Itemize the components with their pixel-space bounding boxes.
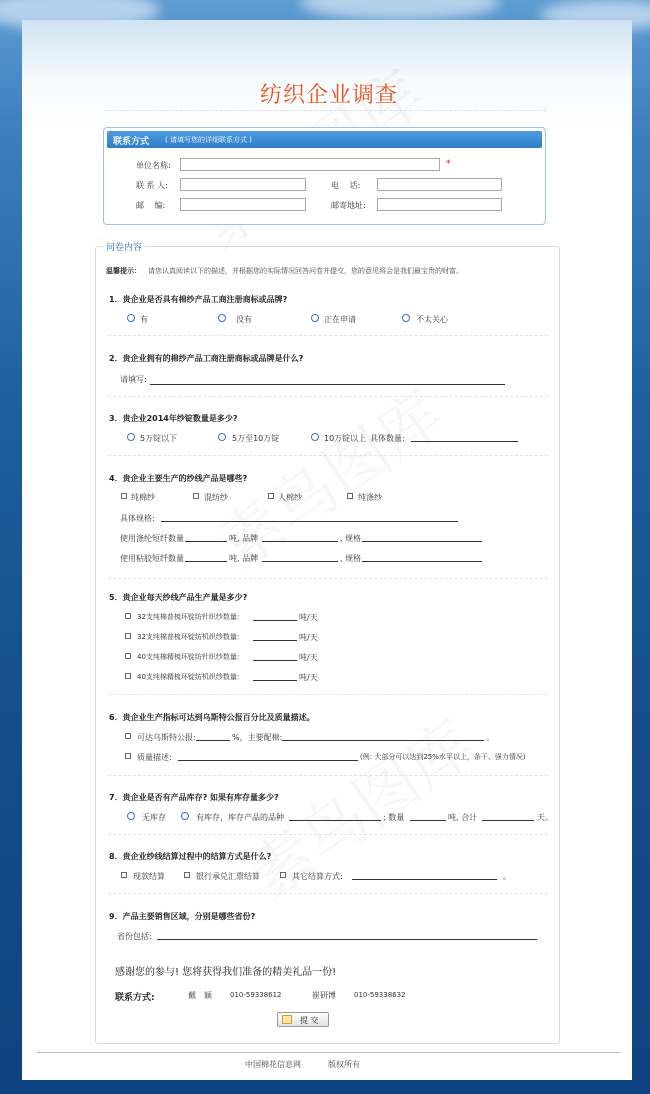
contact-header-title: 联系方式 bbox=[113, 137, 150, 147]
contact-info-label: 联系方式: bbox=[115, 993, 155, 1003]
q5-item-label: 40支纯棉精梳环锭纺针织纱数量: bbox=[137, 653, 240, 661]
contact-person-2: 崔研博 bbox=[312, 991, 336, 1000]
q5-item-label: 32支纯棉普梳环锭纺机织纱数量: bbox=[137, 633, 240, 641]
q8-period: 。 bbox=[503, 872, 511, 881]
q6-quality-input[interactable] bbox=[178, 760, 358, 761]
q1-radio-applying[interactable] bbox=[311, 314, 319, 322]
postcode-input[interactable] bbox=[180, 198, 306, 211]
q6-cotton-input[interactable] bbox=[282, 740, 484, 741]
company-name-input[interactable] bbox=[180, 158, 440, 171]
question-6-title: 6．贵企业生产指标可达到乌斯特公报百分比及质量描述。 bbox=[109, 713, 315, 722]
q7-radio-no-stock[interactable] bbox=[127, 812, 135, 820]
q3-option-label: 10万锭以上 bbox=[324, 434, 367, 443]
question-8-title: 8．贵企业纱线结算过程中的结算方式是什么? bbox=[109, 852, 272, 861]
q4-polyester-label: 使用涤纶短纤数量 bbox=[120, 534, 184, 543]
question-7-title: 7．贵企业是否有产品库存? 如果有库存量多少? bbox=[109, 793, 279, 802]
q5-checkbox[interactable] bbox=[125, 633, 131, 639]
q5-item-label: 32支纯棉普梳环锭纺针织纱数量: bbox=[137, 613, 240, 621]
q4-spec-label: 具体规格: bbox=[120, 514, 155, 523]
q6-period: 。 bbox=[486, 733, 494, 742]
q4-spec-input[interactable] bbox=[161, 521, 458, 522]
q3-radio-5w-10w[interactable] bbox=[218, 433, 226, 441]
q6-uster-input[interactable] bbox=[196, 740, 230, 741]
q3-count-input[interactable] bbox=[411, 441, 518, 442]
question-2-title: 2．贵企业拥有的棉纱产品工商注册商标或品牌是什么? bbox=[109, 354, 304, 363]
q3-count-label: 具体数量: bbox=[370, 434, 405, 443]
q6-pct-label: %，主要配棉: bbox=[232, 733, 283, 742]
company-label: 单位名称: bbox=[136, 161, 171, 170]
q1-radio-unconcerned[interactable] bbox=[402, 314, 410, 322]
q5-qty-input[interactable] bbox=[253, 660, 297, 661]
q5-qty-input[interactable] bbox=[253, 640, 297, 641]
contact-person-label: 联 系 人: bbox=[136, 181, 168, 190]
question-3-title: 3．贵企业2014年纱锭数量是多少? bbox=[109, 414, 238, 423]
q7-ton-total-label: 吨, 合计 bbox=[448, 813, 478, 822]
q5-unit: 吨/天 bbox=[299, 633, 318, 642]
q8-option-label: 银行承兑汇票结算 bbox=[196, 872, 260, 881]
q4-checkbox-rayon[interactable] bbox=[268, 493, 274, 499]
q3-radio-under-5w[interactable] bbox=[127, 433, 135, 441]
q7-qty-label: ; 数量 bbox=[383, 813, 405, 822]
q7-days-input[interactable] bbox=[482, 820, 534, 821]
notice-text: 请您认真阅读以下的描述，并根据您的实际情况回答问卷并提交，您的意见将会是我们最宝贵的财富。 bbox=[148, 267, 463, 275]
q5-checkbox[interactable] bbox=[125, 673, 131, 679]
contact-header-note: ( 请填写您的详细联系方式 ) bbox=[165, 136, 252, 144]
question-5-title: 5．贵企业每天纱线产品生产量是多少? bbox=[109, 593, 248, 602]
q4-checkbox-cotton[interactable] bbox=[121, 493, 127, 499]
q6-quality-note: (例: 大部分可以达到25%水平以上，条干、强力情况) bbox=[360, 753, 526, 761]
notice-label: 温馨提示： bbox=[106, 267, 141, 275]
phone-input[interactable] bbox=[377, 178, 502, 191]
q1-option-label: 没有 bbox=[236, 315, 252, 324]
submit-label: 提 交 bbox=[300, 1016, 319, 1025]
q8-checkbox-cash[interactable] bbox=[121, 872, 127, 878]
q1-radio-yes[interactable] bbox=[127, 314, 135, 322]
contact-header bbox=[107, 131, 542, 148]
address-input[interactable] bbox=[377, 198, 502, 211]
q8-checkbox-bank-draft[interactable] bbox=[184, 872, 190, 878]
q1-option-label: 不太关心 bbox=[416, 315, 448, 324]
footer-rights: 版权所有 bbox=[328, 1060, 360, 1069]
q1-radio-no[interactable] bbox=[218, 314, 226, 322]
q6-uster-label: 可达乌斯特公报: bbox=[137, 733, 196, 742]
q4-option-label: 纯棉纱 bbox=[131, 493, 155, 502]
q6-quality-label: 质量描述: bbox=[137, 753, 172, 762]
q9-label: 省份包括: bbox=[117, 932, 152, 941]
q3-radio-over-10w[interactable] bbox=[311, 433, 319, 441]
q1-option-label: 正在申请 bbox=[324, 315, 356, 324]
question-4-title: 4．贵企业主要生产的纱线产品是哪些? bbox=[109, 474, 248, 483]
q7-days-label: 天。 bbox=[537, 813, 553, 822]
required-mark: * bbox=[446, 159, 451, 169]
q4-polyester-spec-input[interactable] bbox=[362, 541, 482, 542]
postcode-label: 邮 编: bbox=[136, 201, 166, 210]
q4-spec-suffix: , 规格 bbox=[340, 534, 362, 543]
q5-unit: 吨/天 bbox=[299, 613, 318, 622]
q4-polyester-brand-input[interactable] bbox=[262, 541, 338, 542]
q4-viscose-spec-input[interactable] bbox=[362, 561, 482, 562]
q6-quality-checkbox[interactable] bbox=[125, 753, 131, 759]
q8-checkbox-other[interactable] bbox=[280, 872, 286, 878]
q8-option-label: 现款结算 bbox=[133, 872, 165, 881]
q4-spec-suffix: , 规格 bbox=[340, 554, 362, 563]
question-1-title: 1．贵企业是否具有棉纱产品工商注册商标或品牌? bbox=[109, 295, 288, 304]
question-9-title: 9．产品主要销售区域，分别是哪些省份? bbox=[109, 912, 256, 921]
contact-person-input[interactable] bbox=[180, 178, 306, 191]
q8-other-input[interactable] bbox=[352, 879, 497, 880]
q5-checkbox[interactable] bbox=[125, 613, 131, 619]
q4-option-label: 混纺纱 bbox=[204, 493, 228, 502]
thanks-text: 感谢您的参与! 您将获得我们准备的精美礼品一份! bbox=[115, 967, 337, 978]
q7-radio-has-stock[interactable] bbox=[181, 812, 189, 820]
q7-has-stock-label: 有库存，库存产品的品种 bbox=[196, 813, 284, 822]
q3-option-label: 5万锭以下 bbox=[140, 434, 178, 443]
edit-icon bbox=[282, 1015, 292, 1024]
q8-option-label: 其它结算方式: bbox=[292, 872, 343, 881]
q2-brand-input[interactable] bbox=[150, 384, 505, 385]
q4-ton-brand-label: 吨, 品牌 bbox=[229, 554, 259, 563]
contact-phone-1: 010-59338612 bbox=[230, 991, 282, 999]
q5-item-label: 40支纯棉精梳环锭纺机织纱数量: bbox=[137, 673, 240, 681]
q5-qty-input[interactable] bbox=[253, 620, 297, 621]
q5-unit: 吨/天 bbox=[299, 673, 318, 682]
q4-checkbox-blended[interactable] bbox=[193, 493, 199, 499]
q2-fill-label: 请填写: bbox=[120, 375, 147, 384]
q7-no-stock-label: 无库存 bbox=[142, 813, 166, 822]
q4-option-label: 人棉纱 bbox=[278, 493, 302, 502]
survey-legend: 问卷内容 bbox=[103, 240, 145, 253]
q5-checkbox[interactable] bbox=[125, 653, 131, 659]
q4-option-label: 纯涤纱 bbox=[358, 493, 382, 502]
survey-section bbox=[95, 246, 560, 1044]
address-label: 邮寄地址: bbox=[331, 201, 366, 210]
q4-viscose-qty-input[interactable] bbox=[185, 561, 227, 562]
q7-qty-input[interactable] bbox=[410, 820, 446, 821]
q3-option-label: 5万至10万锭 bbox=[232, 434, 280, 443]
submit-button[interactable] bbox=[277, 1012, 329, 1027]
page-title: 纺织企业调查 bbox=[260, 83, 399, 108]
q4-checkbox-polyester[interactable] bbox=[347, 493, 353, 499]
q6-uster-checkbox[interactable] bbox=[125, 733, 131, 739]
contact-phone-2: 010-59338632 bbox=[354, 991, 406, 999]
q7-variety-input[interactable] bbox=[289, 820, 381, 821]
q9-provinces-input[interactable] bbox=[157, 939, 537, 940]
q1-option-label: 有 bbox=[140, 315, 148, 324]
q4-viscose-label: 使用粘胶短纤数量 bbox=[120, 554, 184, 563]
q4-ton-brand-label: 吨, 品牌 bbox=[229, 534, 259, 543]
q5-unit: 吨/天 bbox=[299, 653, 318, 662]
phone-label: 电 话: bbox=[331, 181, 361, 190]
q4-polyester-qty-input[interactable] bbox=[185, 541, 227, 542]
contact-person-1: 戴 颖 bbox=[188, 991, 212, 1000]
q4-viscose-brand-input[interactable] bbox=[262, 561, 338, 562]
footer-site: 中国棉花信息网 bbox=[245, 1060, 301, 1069]
q5-qty-input[interactable] bbox=[253, 680, 297, 681]
